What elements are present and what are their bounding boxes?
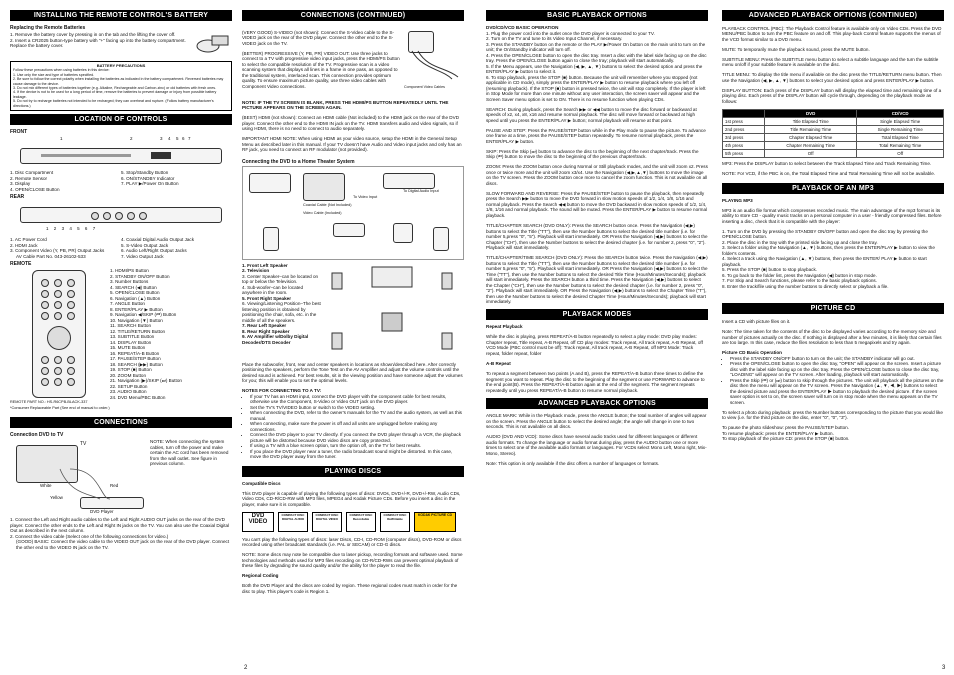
basic-step: 4. Press the OPEN/CLOSE button to open the disc tray. Insert a disc with the label side facing up on the disc tray. Press the OPEN/CLOSE button again to close the tray; playback will start automatically. [486, 52, 707, 63]
table-cell: Single Elapsed Time [857, 118, 944, 126]
theater-item: 5. Front Right Speaker [242, 295, 292, 301]
rear-item: 3. Component Video (Y, PB, PR) Output Jacks [10, 248, 105, 254]
mp3-step: 5. Press the STOP (■) button to stop playback. [722, 267, 818, 273]
remote-item: 1. HDMI/PS Button [110, 268, 149, 274]
rear-num: 2 [53, 226, 57, 232]
table-row [723, 142, 944, 150]
table-row [723, 118, 944, 126]
white-label: White [40, 483, 52, 489]
remote-item: 16. REPEAT/A-B Button [110, 350, 160, 356]
pic-stop: To stop playback of the picture CD: press the STOP (■) button. [722, 436, 850, 442]
picture-header: PICTURE CD [722, 303, 944, 314]
pbc-text: PLAYBACK CONTROL (PBC): The Playback Control feature is available only on Video CDs. Press the DVD MENU/PBC button to turn the PBC feature on and off. This play-back Control feature supports the menus of the VCD format similar to a DVD menu. [722, 25, 942, 42]
skip-text: SKIP: Press the Skip (⏭) button to advance the disc to the beginning of the next chapter/track. Press the Skip (⏮) button to move the disc to the beginning of the previous chapter/track. [486, 148, 699, 160]
front-item: 2. Remote Sensor [10, 175, 48, 181]
modes-header: PLAYBACK MODES [486, 309, 708, 320]
dvd-video-logo: DVD VIDEO [242, 512, 274, 532]
rear-num: 4 [69, 226, 72, 232]
pic-bullet: • Press the Skip (⏮) or (⏭) button to skip through the pictures. The unit will playback all the pictures on the disc then the menu will appear on the TV screen. Press the Navigation (▲, ▼, ◀, ▶) buttons to select the desired picture and press the ENTER/PLAY ▶ button to playback the desired picture. If the screen saver option is set to on, the screen saver will turn on in stop mode when the menu appears on the TV screen. [730, 378, 944, 406]
mp3-intro: MP3 is an audio file format which compresses recorded music. The main advantage of the mp3 format is its ability to store CD - quality music tracks on a personal computer in a user - friendly compressed files. Before inserting a disc, check that it is compatible with the player: [722, 207, 942, 224]
theater-item: 7. Rear Left Speaker [242, 323, 287, 329]
remote-item: 9. Navigation ◀/SKIP (⏮) Button [110, 312, 177, 318]
repeat-title: Repeat Playback [486, 324, 523, 330]
table-row [723, 126, 944, 134]
pic-resume: To resume playback: press the ENTER/PLAY ▶ button. [722, 430, 834, 436]
pic-pause: To pause the photo slideshow: press the PAUSE/STEP button. [722, 425, 849, 431]
ab-title: A-B Repeat [486, 360, 511, 366]
basic-step: 1. Plug the power cord into the outlet once the DVD player is connected to your TV. [486, 30, 655, 36]
conn-cont-para: (BETTER) PROGRESSIVE (Y, PB, PR) VIDEO OUT: Use three jacks to connect to a TV with progressive video input jacks, press the HDMI/PS button to select the compatible resolution of the TV. Progressive scan is a video scanning system that displays all lines in a frame in one pass, as opposed to the traditional system, interlaced scan. This connection provides optimum quality. To ensure maximum picture quality, use three video cables with Component Video connections. [242, 50, 400, 89]
mp3-step: 7. For Skip and Search functions, please refer to the basic playback options. [722, 278, 877, 284]
remote-item: 20. ZOOM Button [110, 372, 146, 378]
angle-text: ANGLE MARK: While in the Playback mode, press the ANGLE button; the total number of angles will appear on the screen. Press the ANGLE button to select the desired angle; the angle will change in one to two seconds. This is not available on all discs. [486, 413, 707, 430]
page-number-left: 2 [244, 665, 248, 671]
column-2 [242, 10, 464, 599]
notes-list [242, 394, 464, 460]
table-cell: 1st press [723, 118, 765, 126]
precaution-line: 3. Do not mix different types of batteries together (e.g. Alkaline, Rechargeable and Carbon-zinc) or old batteries with fresh ones. [13, 86, 217, 91]
conn-note: NOTE: When connecting the system cables, turn off the power and make certain the AC cord has been removed from the wall outlet. See figure in previous column. [150, 439, 229, 467]
remote-item: 21. Navigation (▶)/SKIP (⏭) Button [110, 378, 182, 384]
pic-note: Note: The time taken for the contents of the disc to be displayed varies according to the memory size and number of pictures actually on the disc. If nothing is displayed after a few minutes, it is likely that certain files are too large. In this case, reduce the files resolution to less than 5 megapixels and try again. [722, 329, 942, 346]
playback-text: Both the DVD Player and the discs are coded by region. These regional codes must match in order for the disc to play. This player's code is Region 1. [242, 583, 458, 594]
theater-item: 2. Television [242, 268, 270, 274]
dvd-player-label: DVD Player [90, 509, 114, 515]
table-cell: 4th press [723, 142, 765, 150]
mp3-step: 8. Enter the track/file using the number buttons to directly select or playback a file. [722, 283, 889, 289]
conn-step: 1. Connect the Left and Right audio cables to the Left and Right AUDIO OUT jacks on the rear of the DVD player. Connect the other ends to the Left and Right IN jacks on the TV. You can also use the Coaxial Digital Out as described in the next column. [10, 517, 230, 534]
rear-num: 6 [84, 226, 88, 232]
ab-text: To repeat a segment between two points (A and B), press the REPEAT/A-B button three times to define the segment you want to repeat. Play the disc to the beginning of the segment or use FORWARD to advance to the end point(B). Press the REPEAT/A-B button again at the end of the segment. The segment repeats repeatedly until you press REPEAT/A-B button to resume normal playback. [486, 371, 705, 393]
mp3-step: 1. Turn on the DVD by pressing the STANDBY ON/OFF button and open the disc tray by pressing the OPEN/CLOSE button. [722, 228, 928, 240]
front-label: FRONT [10, 129, 28, 136]
front-item: 4. OPEN/CLOSE Button [10, 186, 60, 192]
conn-cont-header: CONNECTIONS (CONTINUED) [242, 10, 464, 21]
note-item: • Set the TV's TV/VIDEO button or switch to the VIDEO setting. [250, 405, 464, 411]
remote-item: 17. PAUSE/STEP Button [110, 356, 161, 362]
remote-item: 5. OPEN/CLOSE Button [110, 290, 160, 296]
precaution-line: Follow these precautions when using batteries in this device: [13, 68, 110, 73]
remote-item: 14. DISPLAY Button [110, 339, 152, 345]
remote-item: 12. TITLE/RETURN Button [110, 328, 166, 334]
time-search-text: TITLE/CHAPTER/TIME SEARCH (DVD ONLY): Press the SEARCH button twice. Press the Navigation (◀,▶) buttons to select the Title ("TT"), then use the Number buttons to select the desired title number (i.e. for number 5,press "0", "5"). Playback will start immediately. OR Press the Navigation (◀,▶) buttons to select the Time ("TT"), then use the Number buttons to select the desired Title Time (Hour/Minutes/Seconds); playback will start immediately. Press the SEARCH button a third time. Press the Navigation (◀,▶) buttons to select the Chapter ("CH"), then use the Number buttons to select the desired chapter (i.e. for number 2, press "0", "2"). Playback will start immediately. OR Press the Navigation (◀,▶) buttons to select the Chapter Time ("T"), then use the Number buttons to select the desired Chapter Time (Hour/Minutes/Seconds); playback will start immediately. [486, 255, 708, 305]
rear-label: REAR [10, 194, 25, 201]
mp3-display-text: MP3: Press the DISPLAY button to select between the Track Elapsed Time and Track Remaining Time. [722, 161, 932, 167]
remote-part-no: REMOTE PART NO.: HS-R6CPB-BLACK-337 [10, 400, 88, 405]
rear-part-no: AV Cable Part No. 043-26102-533 [16, 253, 86, 259]
adv-cont-header: ADVANCED PLAYBACK OPTIONS (CONTINUED) [722, 10, 944, 21]
coax-label: Coaxial Cable (Not Included) [303, 202, 352, 207]
table-cell: Chapter Remaining Time [764, 142, 856, 150]
rear-num: 7 [92, 226, 96, 232]
note-item: • If you place the DVD player near a tuner, the radio broadcast sound might be distorted. In this case, move the DVD player away from the tuner. [250, 449, 464, 460]
mp3-step: 4. Select a track using the Navigation (▲, ▼) buttons, then press the ENTER/ PLAY ▶ button to start playback. [722, 256, 927, 267]
basic-step: 6. To stop playback, press the STOP (■) button. Because the unit will remember where you stopped (not applicable in CD mode), simply press the ENTER/PLAY ▶ button to resume playback where you left off (resuming playback). If the STOP (■) button is pressed twice, the unit will stop completely. If the player is left in Stop Mode for more than one minute without any user interaction, the screen saver will appear and the Screen Saver menu option is set to ON. There is no resume function when playing CDs. [486, 74, 706, 102]
cd-rewritable-logo: COMPACT DISC ReWritable [380, 512, 410, 532]
battery-illustration [192, 32, 232, 58]
conn-cont-para: NOTE: IF THE TV SCREEN IS BLANK, PRESS THE HDMI/PS BUTTON REPEATEDLY UNTIL THE PICTURE APPEARS ON THE SCREEN AGAIN. [242, 99, 449, 111]
table-cell: Title Elapsed Time [764, 118, 856, 126]
rear-num: 5 [77, 226, 80, 232]
column-4 [722, 10, 944, 442]
audio-text: AUDIO (DVD AND VCD): Some discs have several audio tracks used for different languages or different audio formats. To change the language or audio format during play, press the AUDIO button one or more times to select one of the available audio formats or languages. For VCDs select Mono Left, Mono right, Mix-Mono, Stereo). [486, 434, 707, 456]
front-num: 3 [160, 136, 163, 142]
remote-item: 8. ENTER/PLAY ▶ Button [110, 306, 163, 312]
connections-header: CONNECTIONS [10, 417, 232, 428]
tv-video-label: To Video Input [353, 194, 378, 199]
title-search-text: TITLE/CHAPTER SEARCH (DVD ONLY): Press the SEARCH button once. Press the Navigation (◀,▶) buttons to select the Title ("TT"), then use the Number buttons to select the desired title number (i.e. for number 5,press "0", "5"). Playback will start immediately. OR Press the Navigation (◀,▶) buttons to select the Chapter ("CH"), then use the Number buttons to select the desired chapter (i.e. for number 2, press "0", "2"). Playback will start immediately. [486, 223, 708, 251]
subtitle-text: SUBTITLE MENU: Press the SUBTITLE menu button to select a subtitle language and the turn the subtitle menu on/off if your subtitle feature is available on the disc. [722, 56, 939, 68]
theater-item: 6. Viewing/Listening Position–The best listening position is obtained by positioning the chair, sofa, etc. in the middle of all the speakers. [242, 301, 321, 323]
theater-diagram [242, 166, 464, 260]
remote-item: 13. SUBTITLE Button [110, 334, 155, 340]
theater-item: 8. Rear Right Speaker [242, 328, 290, 334]
notes-title: NOTES FOR CONNECTING TO A TV: [242, 388, 322, 394]
remote-item: 2. STANDBY ON/OFF Button [110, 273, 170, 279]
cd-video-logo: COMPACT DISC DIGITAL VIDEO [312, 512, 342, 532]
remote-item: 15. MUTE Button [110, 345, 146, 351]
theater-item: 9. AV Amplifier w/Dolby Digital Decoder/DTS Decoder [242, 334, 309, 345]
mp3-step: 3. Select a folder using the Navigation (▲, ▼) buttons, then press the ENTER/PLAY ▶ button to view the folder's contents. [722, 245, 935, 256]
adv-header: ADVANCED PLAYBACK OPTIONS [486, 398, 708, 409]
component-illustration [402, 25, 464, 95]
note-item: • If your TV has an HDMI input, connect the DVD player with the component cable for best results, otherwise use the Component, S-Video or Video OUT jack on the DVD player. [250, 394, 464, 405]
pic-op-title: Picture CD Basic Operation [722, 350, 782, 356]
remote-item: 18. SEARCH (▶▶) Button [110, 361, 163, 367]
slow-text: SLOW FORWARD AND REVERSE: Press the PAUSE/STEP button to pause the playback, then repeatedly press the Search ▶▶ button to move the DVD forward in slow motion speeds of 1/2, 1/4, 1/8, 1/16 and normal playback. Press the Search ◀◀ button to move the DVD backward in slow motion speeds of 1/2, 1/4, 1/8, 1/16 and normal playback. The sound will be muted. Press the ENTER/PLAY ▶ button to resume normal playback. [486, 190, 708, 218]
battery-precautions-box [10, 61, 232, 111]
column-3 [486, 10, 708, 471]
conn-cont-para: (VERY GOOD) S-VIDEO (not shown): Connect the S-Video cable to the S-VIDEO jack on the rear of the DVD player. Connect the other end to the S-VIDEO jack on the TV. [242, 29, 394, 46]
front-num: 4 [168, 136, 171, 142]
pause-text: PAUSE AND STEP: Press the PAUSE/STEP button while in the Play mode to pause the picture. To advance one frame at a time, press the PAUSE/STEP button repeatedly. To resume normal playback, press the ENTER/PLAY ▶ button. [486, 127, 706, 144]
table-cell: Single Remaining Time [857, 126, 944, 134]
video-cable-label: Video Cable (Included) [303, 210, 342, 215]
table-cell: Total Remaining Time [857, 142, 944, 150]
remote-item: 7. ANGLE Button [110, 301, 145, 307]
regional-title: Regional Coding [242, 573, 279, 579]
table-cell: Total Elapsed Time [857, 134, 944, 142]
table-cell: Off [764, 150, 856, 158]
front-item: 6. ON/STANDBY Indicator [121, 175, 175, 181]
red-label: Red [110, 483, 119, 489]
rear-item: 1. AC Power Cord [10, 237, 47, 243]
basic-step: 5. If the Menu appears, use the Navigation (◀, ▶, ▲, ▼) buttons to select the desired option and press the ENTER/PLAY ▶ button to select it. [486, 63, 703, 74]
mp3-step: 2. Place the disc in the tray with the printed side facing up and close the tray. [722, 239, 878, 245]
front-panel-illustration [10, 136, 232, 170]
conn-step: 2. Connect the video cable (Select one of the following connections for video.) [10, 533, 169, 539]
zoom-text: ZOOM: Press the ZOOM button once during Normal or Still playback modes, and the unit will zoom x2. Press once or twice more and the unit will zoom x3/x4. Use the Navigation (◀,▶,▲,▼) buttons to move the image on the TV screen. Press the ZOOM button once more to cancel the zoom function. This is not available on all discs. [486, 164, 708, 186]
table-header: CD/VCD [857, 110, 944, 118]
pbc-note: NOTE: For VCD, if the PBC is on, the Total Elapsed Time and Total Remaining Time will not be available. [722, 171, 936, 177]
front-item: 1. Disc Compartment [10, 170, 54, 176]
pic-select: To select a photo during playback: press the Number buttons corresponding to the picture that you would like to view (i.e. for the third picture on the disc, enter "0", "0", "3"). [722, 409, 943, 421]
yellow-label: Yellow [50, 495, 63, 501]
front-num: 5 [176, 136, 179, 142]
rear-panel-illustration [10, 201, 232, 237]
remote-item: 10. Navigation (▼) Button [110, 317, 163, 323]
table-cell: Title Remaining Time [764, 126, 856, 134]
location-header: LOCATION OF CONTROLS [10, 114, 232, 125]
note-item: • When connecting the DVD, refer to the owner's manuals for the TV and the audio system, as well as this manual. [250, 410, 464, 421]
table-header: DVD [764, 110, 856, 118]
playback-text: You can't play the following types of discs: laser Discs, CD-I, CD-ROM (computer discs), DVD-ROM or discs recorded using other broadcast standards (i.e. PAL or SECAM) or CD-G discs. [242, 536, 462, 548]
tv-connection-illustration [10, 439, 150, 517]
mp3-title: PLAYING MP3 [722, 197, 753, 203]
pic-bullet: • Press the OPEN/CLOSE button to open the disc tray, "OPEN" will appear on the screen. Insert a picture disc with the label side facing up on the disc tray. Press the OPEN/CLOSE button to close the disc tray, "LOADING" will appear on the TV screen. After loading, playback will start automatically. [730, 361, 944, 378]
remote-items-list [110, 268, 232, 400]
conn-step: (GOOD) BASIC: Connect the video cable to the VIDEO OUT jack on the rear of the DVD player. Connect the other end to the VIDEO IN jack on the TV. [16, 539, 230, 550]
digital-audio-label: To Digital Audio Input [403, 188, 439, 193]
conn-tv-title: Connection DVD to TV [10, 432, 64, 439]
disc-logos [242, 512, 464, 532]
battery-precautions-title: BATTERY PRECAUTIONS [96, 63, 146, 68]
note-item: • When connecting, make sure the power is off and all units are unplugged before making any connections. [250, 421, 464, 432]
remote-label: REMOTE [10, 261, 32, 268]
compatible-title: Compatible Discs [242, 480, 281, 486]
compatible-text: This DVD player is capable of playing the following types of discs: DVDs, DVD+/-R, DVD+/-RW, Audio CDs, Video CDs, CD-R/CD-RW with MP3 files, MPEG4 and Kodak Picture CDs. Before you insert a disc in the player, make sure it is compatible. [242, 490, 461, 507]
rear-item: 4. Coaxial Digital Audio Output Jack [121, 237, 195, 243]
precaution-line: 5. Do not try to recharge batteries not intended to be recharged; they can overheat and rupture. (Follow battery manufacturer's directions.) [13, 99, 214, 108]
theater-item: 3. Center Speaker–can be located on top or below the Television. [242, 273, 319, 285]
page-number-right: 3 [942, 665, 946, 671]
front-item: 7. PLAY ▶/Power On Button [121, 181, 179, 187]
search-text: SEARCH: During playback, press the Search ▶▶ or ◀◀ button to move the disc forward or backward at speeds of x2, x4, x8, x16 and resume normal playback. The disc will move forward or backward at high speed until you press the ENTER/PLAY ▶ button; normal playback will resume at that point. [486, 106, 697, 123]
remote-item: 4. SEARCH (◀) Button [110, 284, 157, 290]
precaution-line: 2. Be sure to follow the correct polarity when installing the batteries as indicated in the battery compartment. Reversed batteries may cause damage to the device. [13, 77, 224, 86]
replacing-title: Replacing the Remote Batteries [10, 25, 86, 31]
install-header: INSTALLING THE REMOTE CONTROL'S BATTERY [10, 10, 232, 21]
conn-cont-para: (BEST) HDMI (not shown): Connect an HDMI cable (Not included) to the HDMI jack on the rear of the DVD player. Connect the other end to the HDMI IN jack on the TV. HDMI transfers audio and video signals, so if using HDMI, there is no need to connect to audio separately. [242, 115, 460, 132]
front-num: 2 [130, 136, 133, 142]
tv-label: TV [80, 441, 87, 448]
cd-recordable-logo: COMPACT DISC Recordable [346, 512, 376, 532]
component-label: Component Video Cables [404, 85, 445, 89]
pic-bullets [722, 356, 944, 406]
basic-step: 3. Press the STANDBY button on the remote or the PLAY ▶/Power On button on the main unit to turn on the unit; the On/Standby indicator will turn off. [486, 41, 706, 52]
replacing-step: 2. Insert a CR2025 button-type battery with "+" facing up into the battery compartment. Replace the battery cover. [10, 37, 186, 48]
basic-header: BASIC PLAYBACK OPTIONS [486, 10, 708, 21]
front-num: 6 [182, 136, 185, 142]
rear-item: 7. Video Output Jack [121, 253, 164, 259]
front-item: 5. Stop/Standby Button [121, 170, 169, 176]
table-cell: 3rd press [723, 134, 765, 142]
note-item: • Connect the DVD player to your TV directly. If you connect the DVD player through a VCR, the playback picture will be distorted because DVD video discs are copy protected. [250, 432, 464, 443]
remote-item: 19. STOP (■) Button [110, 367, 152, 373]
remote-item: 3. Number Buttons [110, 279, 149, 285]
display-text: DISPLAY BUTTON: Each press of the DISPLAY button will display the elapsed time and remaining time of a playing disc. Each press of the DISPLAY button will cycle through, depending on the playback mode as follows: [722, 87, 942, 104]
remote-illustration [10, 268, 110, 400]
kodak-logo: KODAK PICTURE CD [414, 512, 456, 532]
table-row [723, 134, 944, 142]
table-cell: 5th press [723, 150, 765, 158]
playback-text: NOTE: Some discs may note be compatible due to laser pickup, recording formats and software used. Some technologies and methods used for MP3 files recording on CD-R/CD-RWs can prevent optimal playback of these files by degrading the sound quality and/or the ability for the player to read the file. [242, 552, 463, 569]
display-table [722, 109, 944, 158]
table-cell: 2nd press [723, 126, 765, 134]
mp3-header: PLAYBACK OF AN MP3 [722, 183, 944, 194]
column-1 [10, 10, 232, 550]
table-cell: Chapter Elapsed Time [764, 134, 856, 142]
precaution-line: 4. If the device is not to be used for a long period of time, remove the batteries to prevent damage or injury from possible battery leakage. [13, 90, 217, 99]
remote-item: 11. SEARCH Button [110, 323, 152, 329]
theater-item: 4. Sub-woofer–can be located anywhere in the room. [242, 284, 304, 296]
theater-item: 1. Front Left Speaker [242, 262, 288, 268]
rear-item: 6. Audio Left/Right Output Jacks [121, 248, 187, 254]
front-item: 3. Display [10, 181, 31, 187]
basic-title: DVD/CD/VCD BASIC OPERATION [486, 25, 559, 30]
rear-num: 3 [61, 226, 65, 232]
remote-item: 6. Navigation (▲) Button [110, 295, 161, 301]
remote-item: 22. SETUP Button [110, 383, 148, 389]
table-cell: Off [857, 150, 944, 158]
playing-header: PLAYING DISCS [242, 466, 464, 477]
mp3-step: 6. To go back to the folder list, press the Navigation (◀) button in stop mode. [722, 272, 877, 278]
audio-note: Note: This option is only available if the disc offers a number of languages or formats. [486, 460, 660, 466]
consumer-note: *Consumer Replaceable Part (See end of manual to order.) [10, 405, 110, 410]
precaution-line: 1. Use only the size and type of batteries specified. [13, 72, 95, 77]
rear-item: 5. S-Video Output Jack [121, 242, 169, 248]
remote-item: 23. AUDIO Button [110, 389, 147, 395]
rear-num: 1 [46, 226, 49, 232]
table-header [723, 110, 765, 118]
table-row [723, 150, 944, 158]
front-num: 7 [188, 136, 191, 142]
rear-item: 2. HDMI Jack [10, 242, 38, 248]
pic-bullet: • Press the STANDBY ON/OFF button to turn on the unit; the STANDBY indicator will go out. [730, 356, 944, 362]
speaker-layout-illustration [322, 263, 464, 359]
table-header-row [723, 110, 944, 118]
conn-cont-para: IMPORTANT HDMI NOTE: When using HDMI as your video source, setup the HDMI in the General Setup Menu as described later in this manual. If your TV doesn't have Audio and Video input jacks and only has an RF jack, you need to connect an RF modulator (not provided). [242, 136, 462, 153]
remote-item: 24. DVD Menu/PBC Button [110, 394, 166, 400]
basic-step: 2. Turn on the TV and tune to its Video Input Channel, if necessary. [486, 36, 623, 41]
pic-intro: Insert a CD with picture files on it. [722, 318, 791, 324]
theater-title: Connecting the DVD to a Home Theater System [242, 158, 355, 165]
note-item: • If using a TV with a blue screen option, turn the option off, on the TV for best results. [250, 443, 464, 449]
cd-audio-logo: COMPACT DISC DIGITAL AUDIO [278, 512, 308, 532]
replacing-step: 1. Remove the battery cover by pressing in on the tab and the lifting the cover off. [10, 32, 176, 37]
theater-text: Place the subwoofer, front, rear and center speakers in locations as shown/described here. After correctly positioning the speakers, perform the Tone Test on the AV Amplifier and adjust the volume controls until the desired sound is achieved. For best results, sit in the viewing position and have someone adjust the volumes for you; this will enable you to set the optimal levels. [242, 361, 463, 384]
mute-text: MUTE: To temporarily mute the playback sound, press the MUTE button. [722, 46, 870, 52]
front-num: 1 [60, 136, 63, 142]
repeat-text: While the disc is playing, press REPEAT/A-B button repeatedly to select a play mode: DVD play modes: Chapter repeat, Title repeat, A-B Repeat, off CD play modes: Track repeat, All track repeat, A-B Repeat, off VCD Mode (PBC control must be off): Track repeat, All track repeat, A-B Repeat, off MP3 Mode: Track repeat, folder repeat, folder [486, 334, 703, 356]
title-menu-text: TITLE MENU: To display the title menu if available on the disc press the TITLE/RETURN menu button. Then use the Navigation (◀, ▶, ▲, ▼) buttons to select your desired option and press ENTER/PLAY ▶ button. [722, 72, 942, 83]
